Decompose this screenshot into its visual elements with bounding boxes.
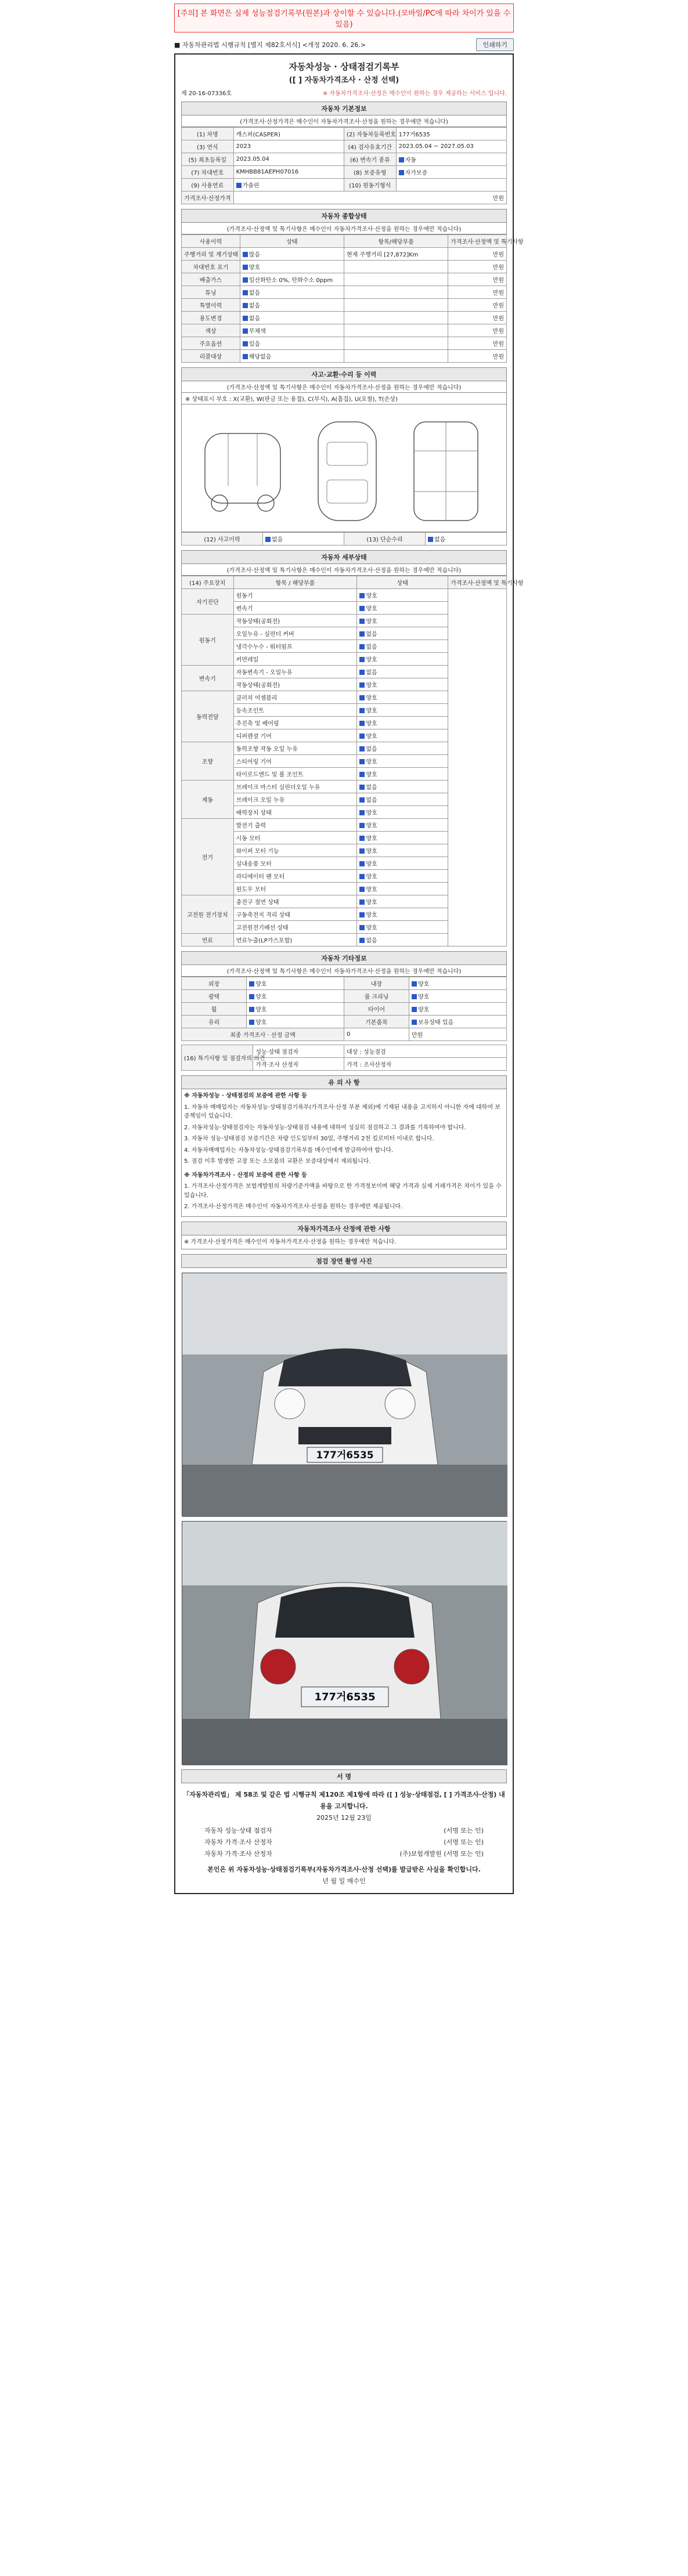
checkbox-icon (359, 734, 365, 739)
inspect-period-label: (4) 검사유효기간 (344, 140, 396, 153)
etc-total-row (182, 1028, 507, 1041)
fuel: 가솔린 (233, 179, 344, 192)
car-diagram (181, 404, 507, 532)
doc-title: 자동차성능 · 상태점검기록부 (289, 62, 399, 72)
transmission: 자동 (396, 153, 506, 166)
checkbox-icon (359, 631, 365, 637)
caution-paragraph: 2. 가격조사·산정가격은 매수인이 자동차가격조사·산정을 원하는 경우에만 제공됩니다. (184, 1204, 403, 1210)
etc-row: 광택 양호 룸 크리닝 양호 (182, 990, 507, 1003)
page (0, 3, 688, 2576)
first-reg: 2023.05.04 (233, 153, 344, 166)
basic-info-head: 자동차 기본정보 (181, 102, 507, 115)
basic-info-note: (가격조사·산정가격은 매수인이 자동차가격조사·산정을 원하는 경우에만 적습니다) (181, 115, 507, 127)
checkbox-icon (243, 328, 248, 334)
checkbox-icon (359, 619, 365, 624)
caution-1-title: ※ 자동차성능 · 상태점검의 보증에 관한 사항 등 (184, 1093, 307, 1099)
car-rear-image (182, 1522, 507, 1765)
detail-row: 구동축전지 격리 상태 양호 (182, 908, 507, 921)
checkbox-icon (249, 1007, 254, 1012)
car-front-image (182, 1273, 507, 1517)
etc-note: (가격조사·산정액 및 특기사항은 매수인이 자동차가격조사·산정을 원하는 경우에만 적습니다) (181, 965, 507, 977)
repair-value: 없음 (426, 533, 507, 545)
sign-footer: 본인은 위 자동차성능·상태점검기록부(자동차가격조사·산정 선택)를 발급받은 사실을 확인합니다. (207, 1866, 481, 1874)
vin: KMHBB81AEPH07016 (233, 166, 344, 179)
checkbox-icon (243, 354, 248, 359)
print-button[interactable]: 인쇄하기 (476, 38, 514, 51)
status-row: 주요옵션 있음 만원 (182, 337, 507, 350)
checkbox-icon (359, 721, 365, 726)
fuel-label: (9) 사용연료 (182, 179, 234, 192)
sign-date: 2025년 12월 23일 (316, 1813, 372, 1822)
detail-row: 변속기 자동변속기 - 오일누유 없음 (182, 666, 507, 678)
etc-table (181, 977, 507, 1041)
detail-row: 냉각수누수 - 워터펌프 없음 (182, 640, 507, 653)
checkbox-icon (359, 925, 365, 930)
car-name: 캐스퍼(CASPER) (233, 128, 344, 140)
accident-table (181, 532, 507, 545)
detail-row: 배력장치 상태 양호 (182, 806, 507, 819)
total-label: 최종 가격조사 · 산정 금액 (182, 1028, 344, 1041)
year: 2023 (233, 140, 344, 153)
checkbox-icon (412, 994, 417, 999)
checkbox-icon (359, 695, 365, 700)
caution-head: 유 의 사 항 (181, 1075, 507, 1089)
car-name-label: (1) 차명 (182, 128, 234, 140)
repair-label: (13) 단순수리 (344, 533, 426, 545)
checkbox-icon (412, 1007, 417, 1012)
signature-row: 자동차 성능·상태 점검자 (서명 또는 인) (204, 1827, 484, 1835)
detail-head: 자동차 세부상태 (181, 550, 507, 564)
total-unit: 만원 (409, 1028, 507, 1041)
inspect-period: 2023.05.04 ~ 2027.05.03 (396, 140, 506, 153)
status-note: (가격조사·산정액 및 특기사항은 매수인이 자동차가격조사·산정을 원하는 경우에만 적습니다) (181, 223, 507, 234)
detail-row: 자기진단 원동기 양호 (182, 589, 507, 602)
detail-row: 추진축 및 베어링 양호 (182, 717, 507, 729)
accident-label: (12) 사고이력 (182, 533, 263, 545)
vehicle-front-photo (182, 1273, 507, 1516)
checkbox-icon (265, 537, 271, 542)
checkbox-icon (243, 252, 248, 257)
vehicle-rear-photo (182, 1521, 507, 1765)
engine (396, 179, 506, 192)
status-header-row: 사용이력 상태 항목/해당부품 가격조사·산정액 및 특기사항 (182, 235, 507, 248)
photo-head: 점검 장면 촬영 사진 (181, 1254, 507, 1268)
vin-label: (7) 차대번호 (182, 166, 234, 179)
etc-row: 유리 양호 기본품목 보유상태 있음 (182, 1016, 507, 1028)
etc-row: 휠 양호 타이어 양호 (182, 1003, 507, 1016)
checkbox-icon (359, 759, 365, 764)
status-row: 차대번호 표기 양호 만원 (182, 261, 507, 273)
detail-row: 고전원전기배선 상태 양호 (182, 921, 507, 934)
checkbox-icon (359, 670, 365, 675)
first-reg-label: (5) 최초등록일 (182, 153, 234, 166)
detail-row: 연료 연료누출(LP가스포함) 없음 (182, 934, 507, 946)
accident-head: 사고·교환·수리 등 이력 (181, 367, 507, 381)
meta-note: ※ 자동차가격조사·산정은 매수인이 원하는 경우 제공하는 서비스 입니다. (322, 91, 507, 97)
checkbox-icon (243, 265, 248, 270)
car-top-icon (304, 416, 391, 526)
inspection-record (174, 53, 524, 1894)
price-unit: 만원 (233, 192, 506, 204)
detail-row: 동력전달 클러치 어셈블리 양호 (182, 691, 507, 704)
status-table (181, 234, 524, 363)
detail-row: 실내송풍 모터 양호 (182, 857, 507, 870)
record-number: 제 20-16-07336호 (181, 91, 232, 97)
checkbox-icon (399, 170, 404, 175)
checkbox-icon (359, 606, 365, 611)
signature-row: 자동차 가격·조사 산정자 (주)보험개발원 (서명 또는 인) (204, 1850, 484, 1858)
detail-row: 윈도우 모터 양호 (182, 883, 507, 895)
detail-row: 등속조인트 양호 (182, 704, 507, 717)
checkbox-icon (243, 316, 248, 321)
status-head: 자동차 종합상태 (181, 209, 507, 223)
detail-row: 시동 모터 양호 (182, 832, 507, 844)
warranty: 자가보증 (396, 166, 506, 179)
status-row: 리콜대상 해당없음 만원 (182, 350, 507, 363)
checkbox-icon (236, 183, 242, 188)
status-row: 용도변경 없음 만원 (182, 312, 507, 324)
detail-row: 타이로드엔드 및 볼 조인트 양호 (182, 768, 507, 781)
engine-label: (10) 원동기형식 (344, 179, 396, 192)
checkbox-icon (359, 823, 365, 828)
sign-block (181, 1789, 507, 1823)
detail-row: 오일누유 - 실린더 커버 없음 (182, 627, 507, 640)
detail-header-row: (14) 주요장치 항목 / 해당부품 상태 가격조사·산정액 및 특기사항 (182, 576, 507, 589)
detail-row: 스티어링 기어 양호 (182, 755, 507, 768)
price-box-note: ※ 가격조사·산정가격은 매수인이 자동차가격조사·산정을 원하는 경우에만 적습니다. (181, 1235, 507, 1250)
caution-block (181, 1089, 507, 1217)
detail-row: 고전원 전기장치 충전구 절연 상태 양호 (182, 895, 507, 908)
car-side-left-icon (193, 416, 292, 521)
svg-text:177거6535: 177거6535 (314, 1691, 376, 1703)
signature-row: 자동차 가격·조사 산정자 (서명 또는 인) (204, 1838, 484, 1847)
checkbox-icon (359, 938, 365, 943)
caution-banner: [주의] 본 화면은 실제 성능점검기록부(원본)과 상이할 수 있습니다.(모바일/PC에 따라 차이가 있을 수 있음) (174, 3, 514, 32)
detail-row: 변속기 양호 (182, 602, 507, 615)
checkbox-icon (359, 593, 365, 598)
checkbox-icon (359, 810, 365, 815)
meta-line (181, 88, 507, 97)
transmission-label: (6) 변속기 종류 (344, 153, 396, 166)
checkbox-icon (359, 848, 365, 854)
sign-footer-date: 년 월 일 매수인 (322, 1877, 366, 1885)
caution-paragraph: 4. 자동차매매업자는 자동차성능·상태점검기록부를 매수인에게 발급하여야 합니다. (184, 1147, 394, 1154)
doc-ref-row (174, 38, 514, 51)
checkbox-icon (359, 887, 365, 892)
detail-row: 라디에이터 팬 모터 양호 (182, 870, 507, 883)
checkbox-icon (249, 981, 254, 987)
checkbox-icon (359, 874, 365, 879)
sign-law-text: 「자동차관리법」 제 58조 및 같은 법 시행규칙 제120조 제1항에 따라 ([ ] 성능·상태점검, [ ] 가격조사·산정) 내용을 고지합니다. (183, 1791, 505, 1810)
special-table: (16) 특기사항 및 점검자의 의견 성능·상태 점검자 대상 : 성능점검 가격·조사 산정자 가격 : 조사산정자 (181, 1045, 507, 1071)
doc-subtitle: ([ ] 자동차가격조사 · 산정 선택) (289, 76, 399, 85)
warranty-label: (8) 보증유형 (344, 166, 396, 179)
etc-head: 자동차 기타정보 (181, 951, 507, 965)
year-label: (3) 연식 (182, 140, 234, 153)
total-value: 0 (344, 1028, 409, 1041)
detail-row: 제동 브레이크 마스터 실린더오일 누유 없음 (182, 781, 507, 793)
status-row: 색상 무채색 만원 (182, 324, 507, 337)
checkbox-icon (243, 290, 248, 295)
status-row: 특별이력 없음 만원 (182, 299, 507, 312)
checkbox-icon (359, 861, 365, 866)
checkbox-icon (359, 899, 365, 905)
checkbox-icon (359, 836, 365, 841)
accident-value: 없음 (263, 533, 344, 545)
price-label: 가격조사·산정가격 (182, 192, 234, 204)
caution-2-title: ※ 자동차가격조사 · 산정의 보증에 관한 사항 등 (184, 1172, 307, 1179)
basic-info-table (181, 127, 507, 204)
detail-row: 커먼레일 양호 (182, 653, 507, 666)
checkbox-icon (412, 981, 417, 987)
caution-paragraph: 5. 점검 이후 발생한 고장 또는 소모품의 교환은 보증대상에서 제외됩니다. (184, 1158, 371, 1165)
detail-note: (가격조사·산정액 및 특기사항은 매수인이 자동차가격조사·산정을 원하는 경우에만 적습니다) (181, 564, 507, 576)
checkbox-icon (359, 657, 365, 662)
checkbox-icon (243, 303, 248, 308)
checkbox-icon (243, 341, 248, 346)
sign-head: 서 명 (181, 1769, 507, 1783)
reg-no: 177거6535 (396, 128, 506, 140)
checkbox-icon (359, 682, 365, 688)
price-box-head: 자동차가격조사 산정에 관한 사항 (181, 1222, 507, 1235)
reg-no-label: (2) 자동차등록번호 (344, 128, 396, 140)
status-row: 배출가스 일산화탄소 0%, 탄화수소 0ppm 만원 (182, 273, 507, 286)
checkbox-icon (359, 785, 365, 790)
checkbox-icon (249, 1020, 254, 1025)
detail-row: 전기 발전기 출력 양호 (182, 819, 507, 832)
caution-paragraph: 1. 가격조사·산정가격은 보험개발원의 차량기준가액을 바탕으로 한 가격정보이며 해당 가격과 실제 거래가격은 차이가 있을 수 있습니다. (184, 1183, 502, 1199)
detail-row: 디퍼렌셜 기어 양호 (182, 729, 507, 742)
checkbox-icon (359, 746, 365, 752)
checkbox-icon (399, 157, 404, 162)
checkbox-icon (359, 912, 365, 917)
detail-row: 조향 동력조향 작동 오일 누유 없음 (182, 742, 507, 755)
detail-table (181, 576, 524, 946)
etc-row: 외장 양호 내장 양호 (182, 977, 507, 990)
accident-legend: ※ 상태표시 부호 : X(교환), W(판금 또는 용접), C(부식), A(흠집), U(요철), T(손상) (181, 393, 507, 404)
checkbox-icon (243, 277, 248, 283)
accident-note: (가격조사·산정액 및 특기사항은 매수인이 자동차가격조사·산정을 원하는 경우에만 적습니다) (181, 381, 507, 393)
caution-paragraph: 3. 자동차 성능·상태점검 보증기간은 차량 인도일부터 30일, 주행거리 2천 킬로미터 이내로 합니다. (184, 1136, 434, 1142)
caution-paragraph: 1. 자동차 매매업자는 자동차성능·상태점검기록부(가격조사·산정 부분 제외)에 기재된 내용을 고지하지 아니한 자에 대하여 보증책임이 있습니다. (184, 1104, 500, 1119)
svg-text:177거6535: 177거6535 (315, 1450, 374, 1461)
special-label: (16) 특기사항 및 점검자의 의견 (182, 1045, 253, 1071)
detail-row: 원동기 작동상태(공회전) 양호 (182, 615, 507, 627)
sign-footer-block (181, 1864, 507, 1887)
detail-row: 와이퍼 모터 기능 양호 (182, 844, 507, 857)
checkbox-icon (359, 644, 365, 649)
detail-row: 작동상태(공회전) 양호 (182, 678, 507, 691)
doc-ref: ■ 자동차관리법 시행규칙 [별지 제82호서식] <개정 2020. 6. 26.> (174, 41, 366, 49)
car-underbody-icon (402, 416, 489, 526)
status-row: 튜닝 없음 만원 (182, 286, 507, 299)
checkbox-icon (412, 1020, 417, 1025)
caution-paragraph: 2. 자동차성능·상태점검자는 자동차성능·상태점검 내용에 대하여 성실히 점검하고 그 결과를 기록하여야 합니다. (184, 1124, 466, 1131)
checkbox-icon (359, 772, 365, 777)
checkbox-icon (359, 797, 365, 803)
checkbox-icon (359, 708, 365, 713)
detail-row: 브레이크 오일 누유 없음 (182, 793, 507, 806)
checkbox-icon (249, 994, 254, 999)
status-row: 주행거리 및 계기상태 많음 현재 주행거리 [27,872]Km 만원 (182, 248, 507, 261)
checkbox-icon (428, 537, 433, 542)
